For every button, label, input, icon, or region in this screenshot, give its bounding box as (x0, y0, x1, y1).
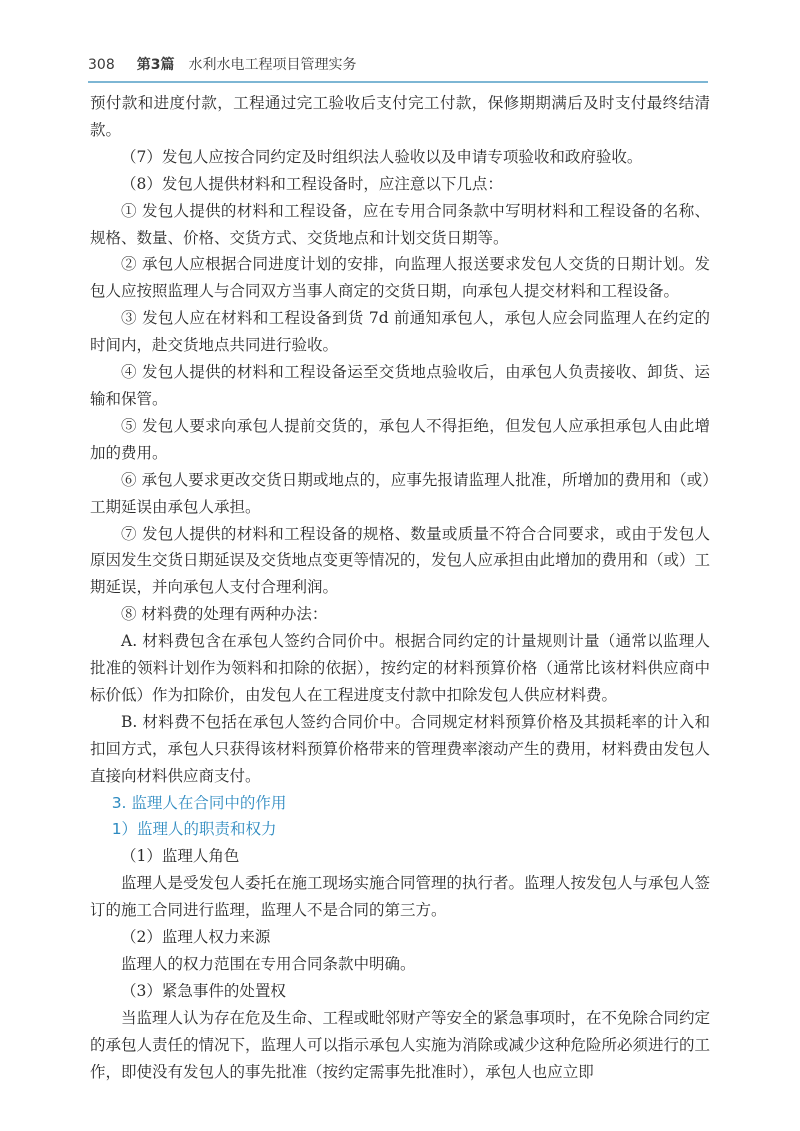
sub-item-6: ⑥ 承包人要求更改交货日期或地点的，应事先报请监理人批准，所增加的费用和（或）工期延误由承包人承担。 (90, 470, 710, 516)
header-rule (88, 81, 708, 83)
sub-item-8: ⑧ 材料费的处理有两种办法： (121, 605, 328, 624)
section-heading: 3. 监理人在合同中的作用 (111, 793, 287, 812)
sub-item-7: ⑦ 发包人提供的材料和工程设备的规格、数量或质量不符合合同要求，或由于发包人原因发生交货日期延误及交货地点变更等情况的，发包人应承担由此增加的费用和（或）工期延误，并向承包人支付合理利润。 (90, 524, 711, 597)
paragraph-authority-source: 监理人的权力范围在专用合同条款中明确。 (121, 955, 416, 973)
paragraph-role: 监理人是受发包人委托在施工现场实施合同管理的执行者。监理人按发包人与承包人签订的施工合同进行监理，监理人不是合同的第三方。 (90, 874, 711, 920)
page-header (88, 54, 356, 74)
part-label: 第3篇 (136, 57, 175, 73)
item-heading-role: （1）监理人角色 (121, 847, 240, 866)
sub-item-5: ⑤ 发包人要求向承包人提前交货的，承包人不得拒绝，但发包人应承担承包人由此增加的费用。 (90, 416, 710, 462)
page-number: 308 (88, 57, 115, 73)
method-b: B. 材料费不包括在承包人签约合同价中。合同规定材料预算价格及其损耗率的计入和扣回方式，承包人只获得该材料预算价格带来的管理费率滚动产生的费用，材料费由发包人直接向材料供应商支付。 (90, 712, 711, 785)
page-body (90, 90, 710, 1086)
sub-item-2: ② 承包人应根据合同进度计划的安排，向监理人报送要求发包人交货的日期计划。发包人应按照监理人与合同双方当事人商定的交货日期，向承包人提交材料和工程设备。 (90, 255, 710, 301)
item-heading-authority-source: （2）监理人权力来源 (121, 928, 271, 947)
sub-item-4: ④ 发包人提供的材料和工程设备运至交货地点验收后，由承包人负责接收、卸货、运输和保管。 (90, 363, 710, 408)
method-a: A. 材料费包含在承包人签约合同价中。根据合同约定的计量规则计量（通常以监理人批准的领料计划作为领料和扣除的依据），按约定的材料预算价格（通常比该材料供应商中标价低）作为扣除价，由发包人在工程进度支付款中扣除发包人供应材料费。 (90, 632, 710, 704)
paragraph-item-8: （8）发包人提供材料和工程设备时，应注意以下几点： (121, 174, 503, 193)
sub-item-3: ③ 发包人应在材料和工程设备到货 7d 前通知承包人，承包人应会同监理人在约定的时间内，赴交货地点共同进行验收。 (90, 309, 710, 355)
paragraph-continued: 预付款和进度付款，工程通过完工验收后支付完工付款，保修期期满后及时支付最终结清款。 (90, 94, 710, 139)
sub-item-1: ① 发包人提供的材料和工程设备，应在专用合同条款中写明材料和工程设备的名称、规格、数量、价格、交货方式、交货地点和计划交货日期等。 (90, 201, 710, 247)
subsection-heading: 1）监理人的职责和权力 (111, 820, 277, 839)
item-heading-emergency: （3）紧急事件的处置权 (121, 981, 286, 1000)
paragraph-emergency: 当监理人认为存在危及生命、工程或毗邻财产等安全的紧急事项时，在不免除合同约定的承包人责任的情况下，监理人可以指示承包人实施为消除或减少这种危险所必须进行的工作，即使没有发包人的事先批准（按约定需事先批准时），承包人也应立即 (90, 1008, 711, 1081)
book-title: 水利水电工程项目管理实务 (188, 57, 357, 73)
paragraph-item-7: （7）发包人应按合同约定及时组织法人验收以及申请专项验收和政府验收。 (121, 147, 643, 166)
